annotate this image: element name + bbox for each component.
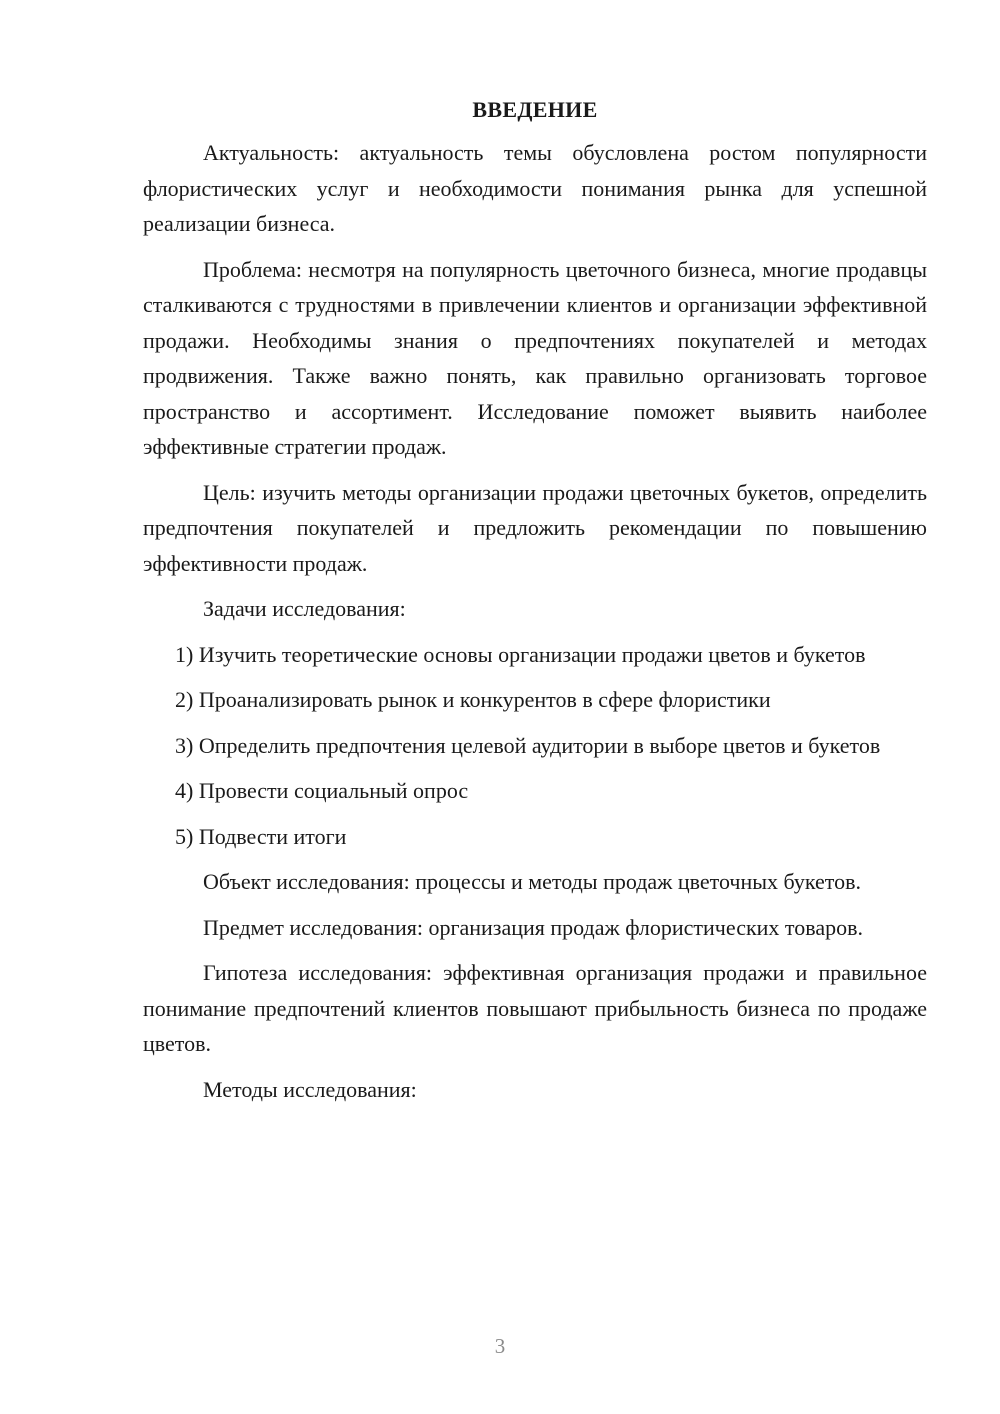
task-item-2: 2) Проанализировать рынок и конкурентов в сфере флористики [175, 687, 771, 712]
task-item-3: 3) Определить предпочтения целевой аудитории в выборе цветов и букетов [175, 732, 881, 758]
task-item-5: 5) Подвести итоги [175, 823, 347, 849]
task-item-4: 4) Провести социальный опрос [175, 778, 469, 803]
methods-title: Методы исследования: [203, 1076, 417, 1102]
tasks-title: Задачи исследования: [203, 596, 406, 621]
hypothesis-paragraph: Гипотеза исследования: эффективная организация продажи и правильное понимание предпочтений клиентов повышают прибыльность бизнеса по продаже цветов. [143, 960, 927, 1056]
task-item-1: 1) Изучить теоретические основы организации продажи цветов и букетов [175, 641, 866, 667]
subject-paragraph: Предмет исследования: организация продаж флористических товаров. [203, 914, 863, 940]
page-number: 3 [494, 1334, 506, 1358]
section-heading: ВВЕДЕНИЕ [472, 97, 598, 122]
problem-paragraph: Проблема: несмотря на популярность цветочного бизнеса, многие продавцы сталкиваются с трудностями в привлечении клиентов и организации эффективной продажи. Необходимы знания о предпочтениях покупателей и методах продвижения. Также важно понять, как правильно организовать торговое пространство и ассортимент. Исследование поможет выявить наиболее эффективные стратегии продаж. [143, 256, 927, 459]
object-paragraph: Объект исследования: процессы и методы продаж цветочных букетов. [203, 869, 862, 894]
page-content [143, 93, 927, 1117]
relevance-paragraph: Актуальность: актуальность темы обусловлена ростом популярности флористических услуг и необходимости понимания рынка для успешной реализации бизнеса. [143, 140, 927, 236]
goal-paragraph: Цель: изучить методы организации продажи цветочных букетов, определить предпочтения покупателей и предложить рекомендации по повышению эффективности продаж. [143, 479, 927, 576]
